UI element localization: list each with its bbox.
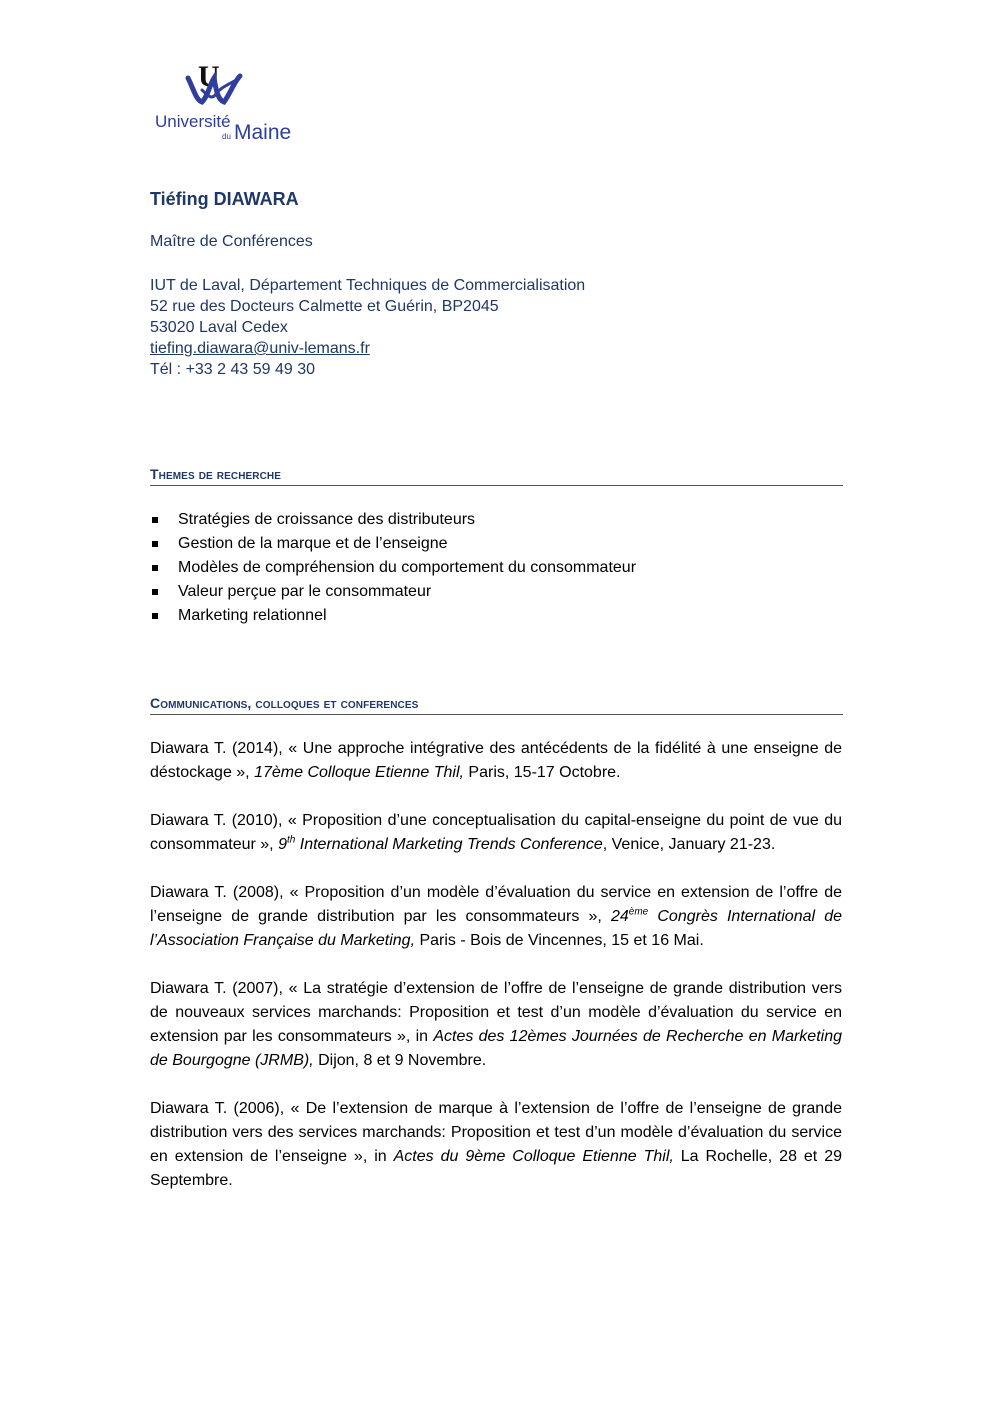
bullet-icon (152, 613, 158, 619)
logo-text-universite: Université (155, 112, 231, 131)
list-item (150, 556, 636, 580)
svg-text:U: U (198, 60, 220, 93)
bullet-icon (152, 589, 158, 595)
list-item (150, 580, 636, 604)
section-heading-communications: Communications, colloques et conferences (150, 695, 843, 715)
bullet-icon (152, 565, 158, 571)
theme-text: Valeur perçue par le consommateur (178, 583, 432, 600)
theme-text: Marketing relationnel (178, 607, 327, 624)
publication-entry: Diawara T. (2010), « Proposition d’une conceptualisation du capital-enseigne du point de vue du consommateur », 9th International Marketing Trends Conference, Venice, January 21-23. (150, 812, 842, 853)
email-link[interactable]: tiefing.diawara@univ-lemans.fr (150, 340, 370, 357)
address-line: 52 rue des Docteurs Calmette et Guérin, BP2045 (150, 298, 499, 315)
list-item (150, 604, 636, 628)
bullet-icon (152, 517, 158, 523)
list-item (150, 532, 636, 556)
publication-entry: Diawara T. (2007), « La stratégie d’extension de l’offre de l’enseigne de grande distribution vers de nouveaux services marchands: Proposition et test d’un modèle d’évaluation du service en extension par les consommateurs », in Actes des 12èmes Journées de Recherche en Marketing de Bourgogne (JRMB), Dijon, 8 et 9 Novembre. (150, 980, 843, 1069)
publication-entry: Diawara T. (2006), « De l’extension de marque à l’extension de l’offre de l’enseigne de grande distribution vers des services marchands: Proposition et test d’un modèle d’évaluation du service en extension de l’enseigne », in Actes du 9ème Colloque Etienne Thil, La Rochelle, 28 et 29 Septembre. (150, 1100, 842, 1189)
section-heading-themes: Themes de recherche (150, 466, 843, 486)
contact-block (150, 275, 585, 380)
theme-text: Gestion de la marque et de l’enseigne (178, 535, 448, 552)
theme-text: Modèles de compréhension du comportement du consommateur (178, 559, 637, 576)
publication-entry: Diawara T. (2014), « Une approche intégrative des antécédents de la fidélité à une enseigne de déstockage », 17ème Colloque Etienne Thil, Paris, 15-17 Octobre. (150, 740, 842, 781)
publication-entry: Diawara T. (2008), « Proposition d’un modèle d’évaluation du service en extension de l’offre de l’enseigne de grande distribution par les consommateurs », 24ème Congrès International de l’Association Française du Marketing, Paris - Bois de Vincennes, 15 et 16 Mai. (150, 884, 842, 949)
logo-text-du: du (222, 132, 231, 141)
person-name: Tiéfing DIAWARA (150, 189, 299, 209)
person-title: Maître de Conférences (150, 233, 313, 250)
bullet-icon (152, 541, 158, 547)
logo-text-maine: Maine (234, 121, 292, 144)
universite-du-maine-logo (150, 60, 292, 150)
address-line: IUT de Laval, Département Techniques de Commercialisation (150, 277, 586, 294)
address-line: 53020 Laval Cedex (150, 319, 288, 336)
list-item (150, 508, 636, 532)
phone-number: Tél : +33 2 43 59 49 30 (150, 361, 316, 378)
publications-list (150, 737, 842, 1217)
themes-list (150, 508, 636, 628)
theme-text: Stratégies de croissance des distributeurs (178, 511, 476, 528)
